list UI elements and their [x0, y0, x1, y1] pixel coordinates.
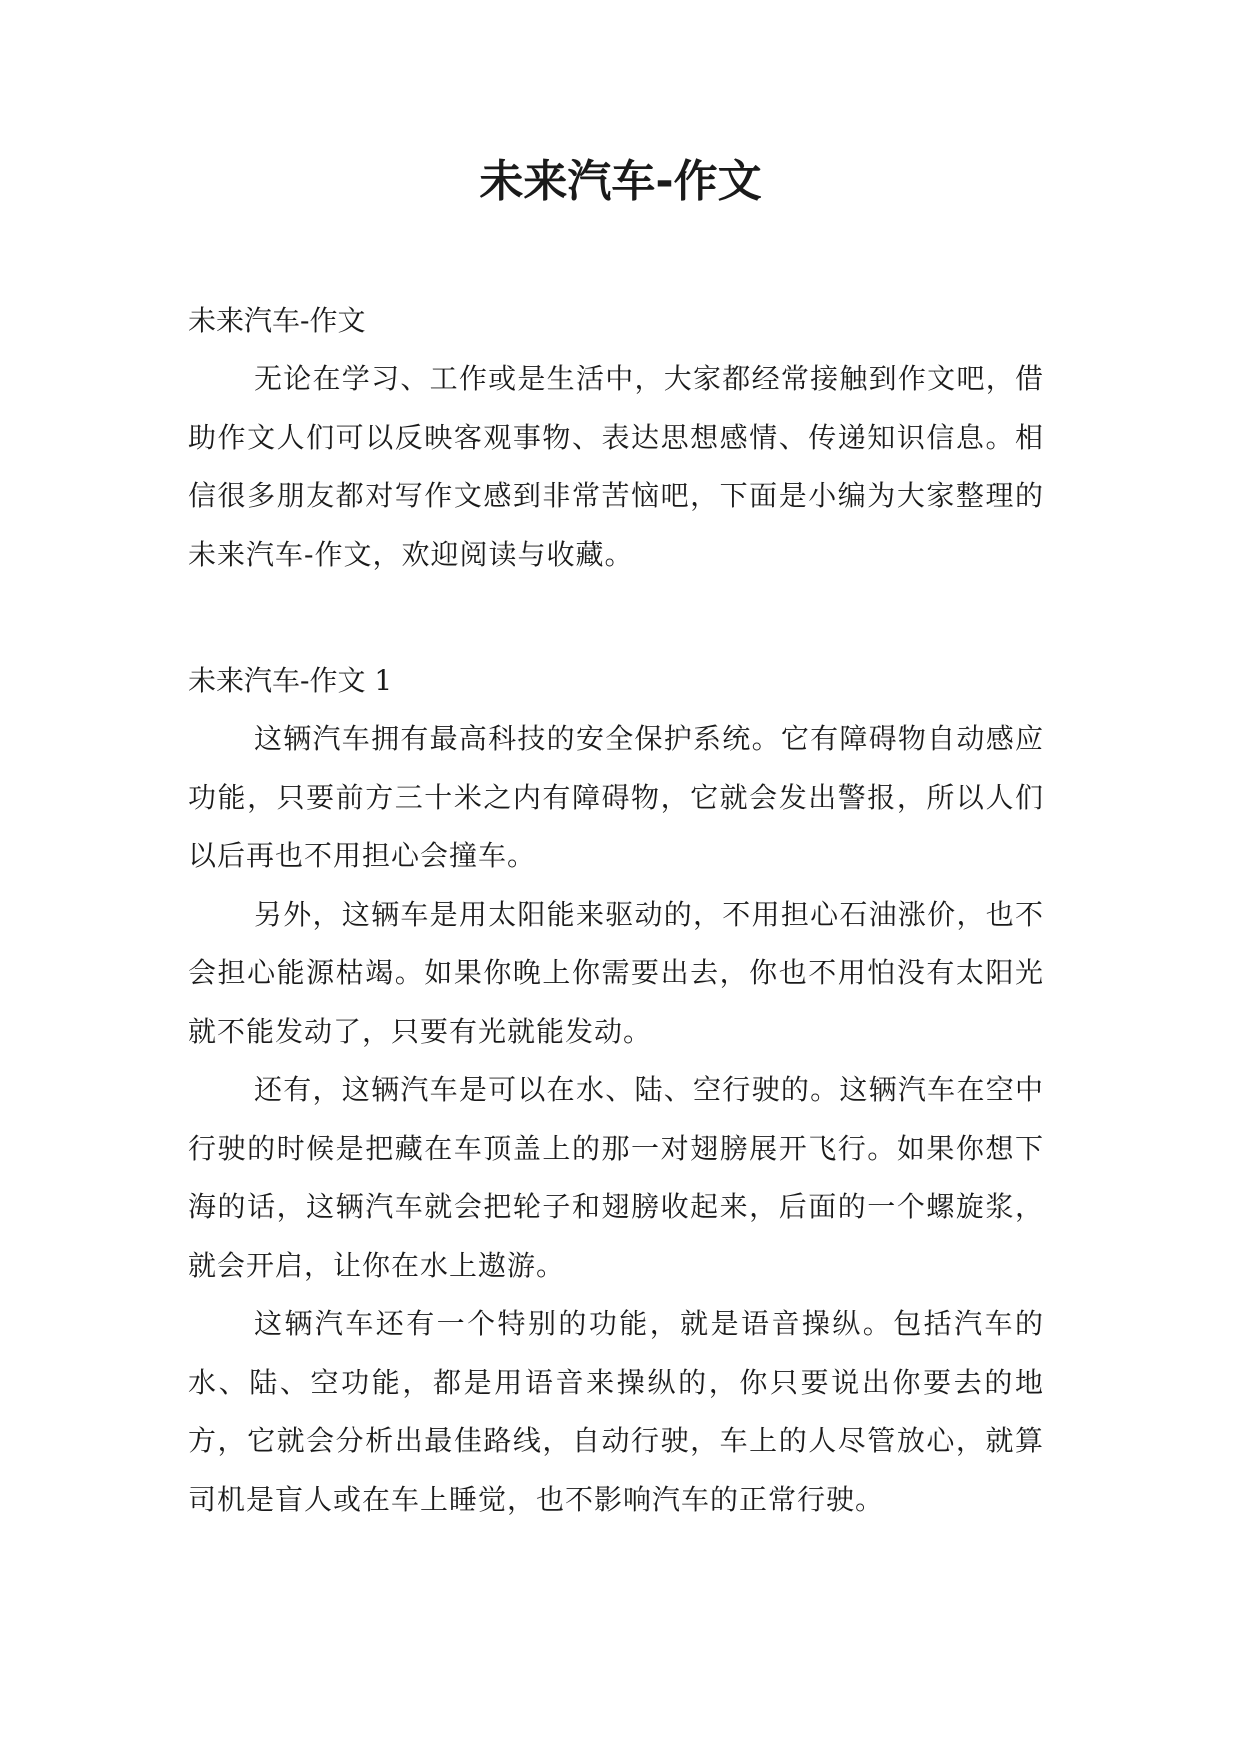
body-paragraph: 这辆汽车还有一个特别的功能，就是语音操纵。包括汽车的水、陆、空功能，都是用语音来操纵的，你只要说出你要去的地方，它就会分析出最佳路线，自动行驶，车上的人尽管放心，就算司机是盲人或在车上睡觉，也不影响汽车的正常行驶。	[188, 1307, 1044, 1516]
body-paragraph: 另外，这辆车是用太阳能来驱动的，不用担心石油涨价，也不会担心能源枯竭。如果你晚上你需要出去，你也不用怕没有太阳光就不能发动了，只要有光就能发动。	[188, 897, 1044, 1048]
intro-paragraph: 无论在学习、工作或是生活中，大家都经常接触到作文吧，借助作文人们可以反映客观事物、表达思想感情、传递知识信息。相信很多朋友都对写作文感到非常苦恼吧，下面是小编为大家整理的未来汽车-作文，欢迎阅读与收藏。	[188, 362, 1044, 571]
section-heading: 未来汽车-作文 1	[188, 664, 393, 697]
body-paragraph: 还有，这辆汽车是可以在水、陆、空行驶的。这辆汽车在空中行驶的时候是把藏在车顶盖上的那一对翅膀展开飞行。如果你想下海的话，这辆汽车就会把轮子和翅膀收起来，后面的一个螺旋浆，就会开启，让你在水上遨游。	[188, 1073, 1044, 1282]
body-paragraph: 这辆汽车拥有最高科技的安全保护系统。它有障碍物自动感应功能，只要前方三十米之内有障碍物，它就会发出警报，所以人们以后再也不用担心会撞车。	[188, 722, 1044, 872]
document-subtitle: 未来汽车-作文	[188, 304, 366, 337]
document-title: 未来汽车-作文	[479, 156, 762, 207]
section-spacer	[188, 584, 1044, 652]
document-body	[188, 292, 1044, 1529]
